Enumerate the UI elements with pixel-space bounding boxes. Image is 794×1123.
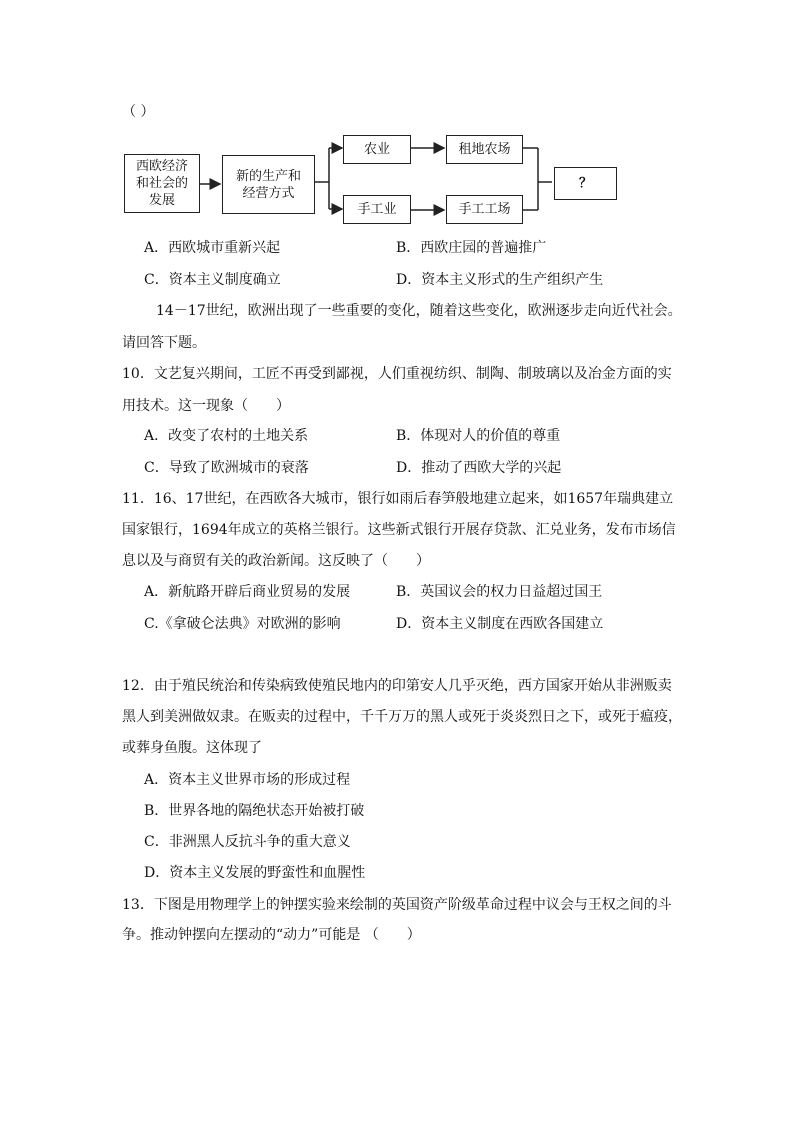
q11-stem-line-2: 国家银行，1694年成立的英格兰银行。这些新式银行开展存贷款、汇兑业务，发布市场信 <box>122 522 676 538</box>
q13-stem-line-2: 争。推动钟摆向左摆动的“动力”可能是 （ ） <box>122 927 421 943</box>
q11-option-b: B．英国议会的权力日益超过国王 <box>396 584 603 600</box>
box-new-production-line1: 新的生产和 <box>235 168 301 184</box>
q12-stem-line-1: 12．由于殖民统治和传染病致使殖民地内的印第安人几乎灭绝，西方国家开始从非洲贩卖 <box>122 678 672 694</box>
q12-option-d: D．资本主义发展的野蛮性和血腥性 <box>144 865 366 881</box>
passage-line-2: 请回答下题。 <box>122 335 206 351</box>
q10-option-c: C．导致了欧洲城市的衰落 <box>144 460 309 476</box>
q12-option-a: A．资本主义世界市场的形成过程 <box>144 772 351 788</box>
q11-option-c: C.《拿破仑法典》对欧洲的影响 <box>144 616 341 632</box>
q9-option-a: A．西欧城市重新兴起 <box>144 240 281 256</box>
box-new-production-line2: 经营方式 <box>242 185 295 201</box>
box-agriculture: 农业 <box>343 135 411 164</box>
q11-option-d: D．资本主义制度在西欧各国建立 <box>396 616 604 632</box>
box-west-europe <box>124 154 200 213</box>
box-question: ？ <box>554 167 617 200</box>
q9-option-c: C．资本主义制度确立 <box>144 272 281 288</box>
q10-option-a: A．改变了农村的土地关系 <box>144 428 309 444</box>
q12-option-c: C．非洲黑人反抗斗争的重大意义 <box>144 834 351 850</box>
q9-option-d: D．资本主义形式的生产组织产生 <box>396 272 604 288</box>
q12-stem-line-2: 黑人到美洲做奴隶。在贩卖的过程中，千千万万的黑人或死于炎炎烈日之下，或死于瘟疫， <box>122 709 682 725</box>
q10-stem-line-1: 10．文艺复兴期间，工匠不再受到鄙视，人们重视纺织、制陶、制玻璃以及冶金方面的实 <box>122 366 672 382</box>
q11-stem-line-1: 11．16、17世纪，在西欧各大城市，银行如雨后春笋般地建立起来，如1657年瑞典建立 <box>122 491 674 507</box>
q13-stem-line-1: 13．下图是用物理学上的钟摆实验来绘制的英国资产阶级革命过程中议会与王权之间的斗 <box>122 897 672 913</box>
q10-option-b: B．体现对人的价值的尊重 <box>396 428 561 444</box>
q11-option-a: A．新航路开辟后商业贸易的发展 <box>144 584 351 600</box>
box-west-europe-line3: 发展 <box>148 193 175 208</box>
q12-stem-line-3: 或葬身鱼腹。这体现了 <box>122 740 262 756</box>
box-west-europe-line1: 西欧经济 <box>135 159 188 174</box>
box-workshop: 手工工场 <box>446 195 523 224</box>
q9-option-b: B．西欧庄园的普遍推广 <box>396 240 547 256</box>
q12-option-b: B．世界各地的隔绝状态开始被打破 <box>144 803 365 819</box>
q11-stem-line-3: 息以及与商贸有关的政治新闻。这反映了（ ） <box>122 553 430 569</box>
box-handicraft: 手工业 <box>343 195 411 224</box>
box-new-production <box>222 155 315 214</box>
question-bracket: （ ） <box>122 104 155 120</box>
box-farm: 租地农场 <box>446 135 523 164</box>
q10-stem-line-2: 用技术。这一现象（ ） <box>122 398 290 414</box>
q10-option-d: D．推动了西欧大学的兴起 <box>396 460 562 476</box>
box-west-europe-line2: 和社会的 <box>135 176 188 191</box>
passage-line-1: 14－17世纪，欧洲出现了一些重要的变化，随着这些变化，欧洲逐步走向近代社会。 <box>156 303 682 319</box>
